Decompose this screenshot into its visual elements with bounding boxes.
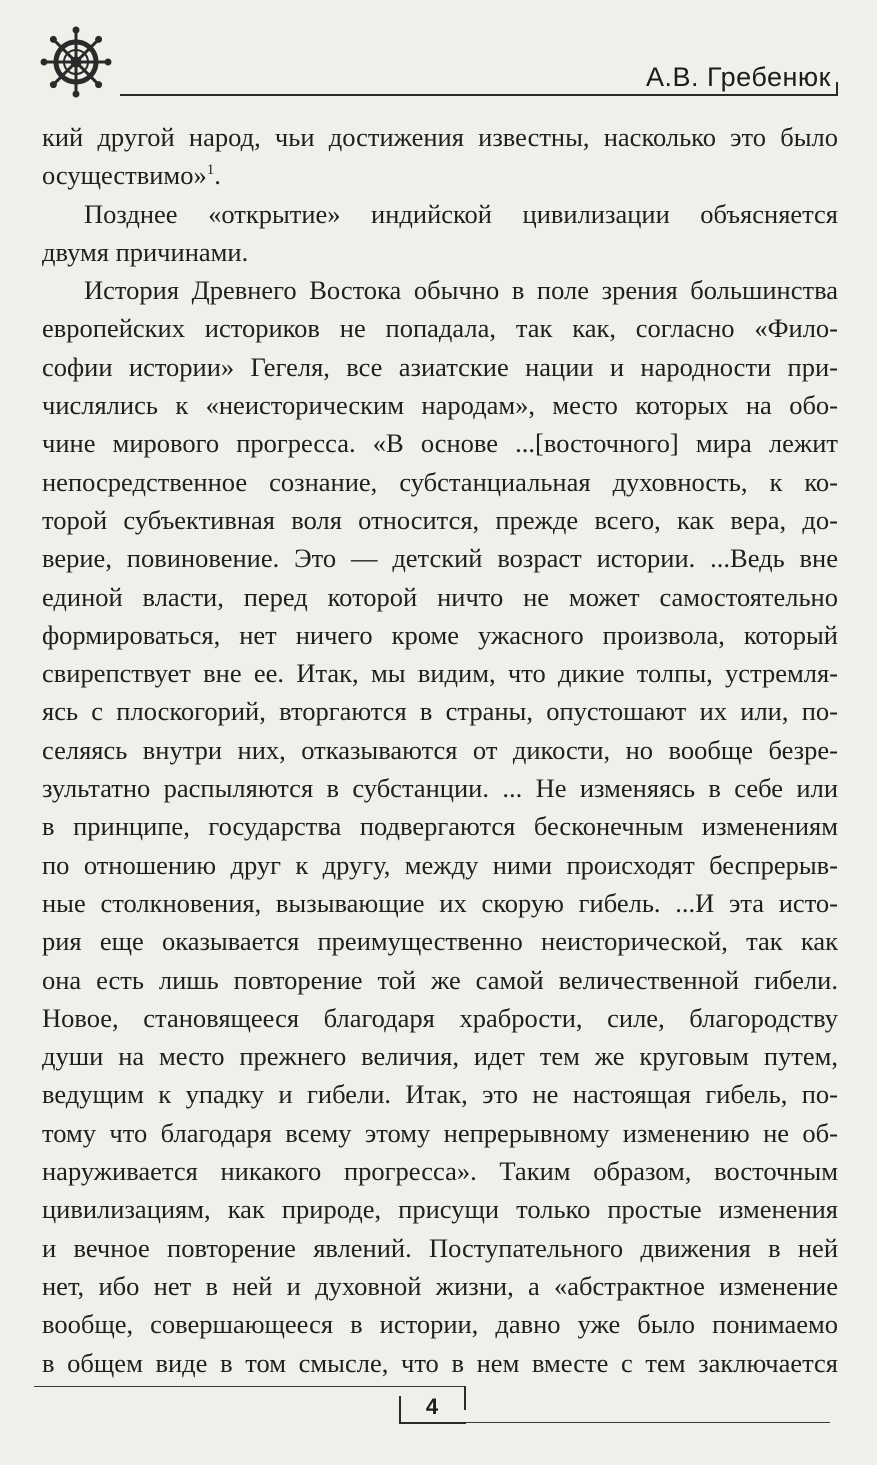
text-line: по отношению друг к другу, между ними происходят беспрерыв- (42, 849, 838, 880)
page-number-bracket-base (399, 1422, 466, 1424)
text-line: вообще, совершающееся в истории, давно уже было понимаемо (42, 1309, 838, 1340)
text-line: Новое, становящееся благодаря храбрости, силе, благородству (42, 1002, 838, 1033)
text-line: зультатно распыляются в субстанции. ... Не изменяясь в себе или (42, 773, 838, 804)
text-line: ные столкновения, вызывающие их скорую гибель. ...И эта исто- (42, 887, 838, 918)
text-line: рия еще оказывается преимущественно неисторической, так как (42, 926, 838, 957)
text-line: кий другой народ, чьи достижения известны, насколько это было (42, 122, 838, 152)
body-text (42, 118, 838, 1382)
footnote-mark: 1 (206, 162, 215, 179)
text-line: европейских историков не попадала, так как, согласно «Фило- (42, 313, 838, 344)
text-line: ведущим к упадку и гибели. Итак, это не настоящая гибель, по- (42, 1079, 838, 1110)
footer-rule-right (466, 1422, 830, 1423)
text-line: торой субъективная воля относится, прежде всего, как вера, до- (42, 504, 838, 535)
text-line: софии истории» Гегеля, все азиатские нации и народности при- (42, 351, 838, 382)
text-line: двумя причинами. (42, 236, 249, 267)
text-line: тому что благодаря всему этому непрерывному изменению не об- (42, 1117, 838, 1148)
paragraph-start-line: Позднее «открытие» индийской цивилизации объясняется (84, 198, 838, 229)
header-rule-tick (836, 82, 838, 96)
ship-wheel-icon (40, 26, 112, 98)
text-line: нет, ибо нет в ней и духовной жизни, а «абстрактное изменение (42, 1270, 838, 1301)
text-line: она есть лишь повторение той же самой величественной гибели. (42, 964, 838, 995)
text-line: души на место прежнего величия, идет тем же круговым путем, (42, 1041, 838, 1072)
text-line: непосредственное сознание, субстанциальная духовность, к ко- (42, 466, 838, 497)
text-line: формироваться, нет ничего кроме ужасного произвола, который (42, 619, 838, 650)
text-line: в принципе, государства подвергаются бесконечным изменениям (42, 811, 838, 842)
text-line: ясь с плоскогорий, вторгаются в страны, опустошают их или, по- (42, 696, 838, 727)
paragraph-start-line: История Древнего Востока обычно в поле зрения большинства (84, 275, 838, 306)
text-line: единой власти, перед которой ничто не может самостоятельно (42, 581, 838, 612)
text-line: осуществимо»$^1$. (42, 160, 221, 191)
text-line: селяясь внутри них, отказываются от дикости, но вообще безре- (42, 734, 838, 765)
header-rule (120, 94, 838, 96)
page-number-bracket-right (464, 1386, 466, 1410)
text-line: верие, повиновение. Это — детский возраст истории. ...Ведь вне (42, 543, 838, 574)
text-line: чине мирового прогресса. «В основе ...[восточного] мира лежит (42, 428, 838, 459)
footer-rule-left (34, 1386, 466, 1387)
text-line: наруживается никакого прогресса». Таким образом, восточным (42, 1156, 838, 1187)
text-line-content: осуществимо» (42, 160, 207, 191)
text-line: числялись к «неисторическим народам», место которых на обо- (42, 390, 838, 421)
text-line: цивилизациям, как природе, присущи только простые изменения (42, 1194, 838, 1225)
text-line: свирепствует вне ее. Итак, мы видим, что дикие толпы, устремля- (42, 658, 838, 689)
text-line: в общем виде в том смысле, что в нем вместе с тем заключается (42, 1347, 838, 1378)
text-line: и вечное повторение явлений. Поступательного движения в ней (42, 1232, 838, 1263)
page-number: 4 (425, 1394, 439, 1419)
running-header-author: А.В. Гребенюк (645, 62, 831, 92)
